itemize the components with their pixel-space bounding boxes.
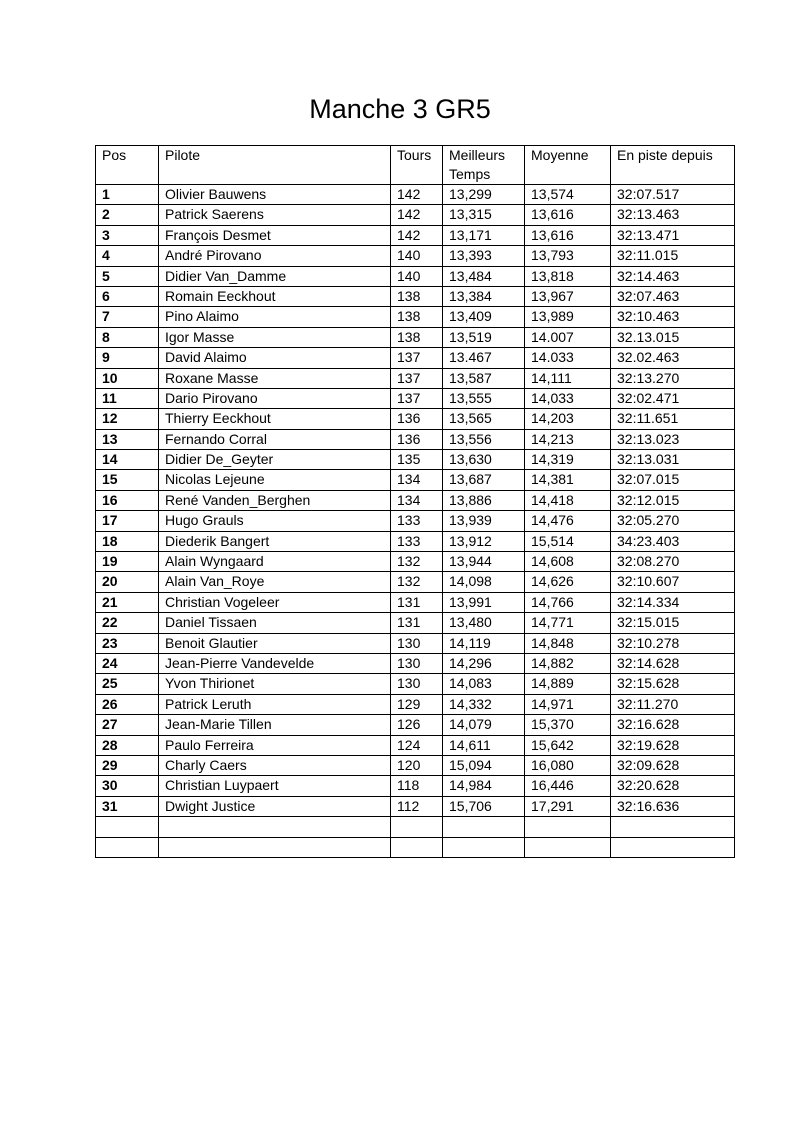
cell-en-piste-depuis: 32:07.463	[611, 286, 735, 306]
cell-pilote: Didier De_Geyter	[159, 450, 391, 470]
cell-pos: 23	[96, 633, 159, 653]
cell-tours: 142	[391, 225, 443, 245]
table-row	[96, 755, 735, 775]
table-header-row	[96, 146, 735, 185]
cell-pos: 10	[96, 368, 159, 388]
cell-meilleurs-temps: 13,299	[443, 185, 525, 205]
table-row	[96, 837, 735, 857]
cell-moyenne: 14,033	[525, 388, 611, 408]
cell-moyenne: 13,818	[525, 266, 611, 286]
table-row	[96, 185, 735, 205]
header-pos: Pos	[96, 146, 159, 185]
cell-meilleurs-temps: 13,886	[443, 490, 525, 510]
cell-meilleurs-temps	[443, 837, 525, 857]
header-en-piste-depuis: En piste depuis	[611, 146, 735, 185]
cell-en-piste-depuis: 32:13.471	[611, 225, 735, 245]
cell-moyenne: 14.033	[525, 348, 611, 368]
cell-pos: 29	[96, 755, 159, 775]
table-row	[96, 511, 735, 531]
table-row	[96, 225, 735, 245]
cell-en-piste-depuis: 32:13.270	[611, 368, 735, 388]
cell-en-piste-depuis: 32:13.031	[611, 450, 735, 470]
cell-pilote: Daniel Tissaen	[159, 613, 391, 633]
table-row	[96, 348, 735, 368]
cell-meilleurs-temps	[443, 817, 525, 837]
cell-moyenne: 13,616	[525, 225, 611, 245]
cell-pos: 17	[96, 511, 159, 531]
cell-pilote	[159, 837, 391, 857]
cell-moyenne: 14,889	[525, 674, 611, 694]
cell-moyenne: 14,771	[525, 613, 611, 633]
cell-moyenne: 14,418	[525, 490, 611, 510]
cell-pos: 8	[96, 327, 159, 347]
cell-meilleurs-temps: 14,296	[443, 653, 525, 673]
cell-moyenne: 14,848	[525, 633, 611, 653]
cell-moyenne: 14,319	[525, 450, 611, 470]
table-row	[96, 715, 735, 735]
cell-tours: 130	[391, 633, 443, 653]
cell-pilote: Paulo Ferreira	[159, 735, 391, 755]
cell-meilleurs-temps: 13,315	[443, 205, 525, 225]
cell-en-piste-depuis: 32:16.636	[611, 796, 735, 816]
cell-moyenne: 14,381	[525, 470, 611, 490]
cell-moyenne: 13,616	[525, 205, 611, 225]
table-row	[96, 470, 735, 490]
cell-meilleurs-temps: 13,556	[443, 429, 525, 449]
table-row	[96, 735, 735, 755]
cell-meilleurs-temps: 13,630	[443, 450, 525, 470]
table-row	[96, 817, 735, 837]
table-row	[96, 674, 735, 694]
cell-tours: 137	[391, 388, 443, 408]
cell-moyenne: 14.007	[525, 327, 611, 347]
cell-meilleurs-temps: 13,384	[443, 286, 525, 306]
cell-pilote: Hugo Grauls	[159, 511, 391, 531]
cell-meilleurs-temps: 14,984	[443, 776, 525, 796]
cell-moyenne: 14,213	[525, 429, 611, 449]
cell-tours: 137	[391, 368, 443, 388]
cell-pos	[96, 837, 159, 857]
cell-meilleurs-temps: 14,332	[443, 694, 525, 714]
cell-moyenne: 17,291	[525, 796, 611, 816]
header-moyenne: Moyenne	[525, 146, 611, 185]
cell-pilote: Jean-Marie Tillen	[159, 715, 391, 735]
cell-moyenne: 14,882	[525, 653, 611, 673]
cell-pilote: Patrick Leruth	[159, 694, 391, 714]
cell-meilleurs-temps: 13,171	[443, 225, 525, 245]
table-row	[96, 205, 735, 225]
cell-pilote: Fernando Corral	[159, 429, 391, 449]
page-title: Manche 3 GR5	[309, 94, 491, 124]
cell-tours: 142	[391, 205, 443, 225]
cell-en-piste-depuis: 32:19.628	[611, 735, 735, 755]
cell-pos: 27	[96, 715, 159, 735]
cell-meilleurs-temps: 14,079	[443, 715, 525, 735]
cell-meilleurs-temps: 13,687	[443, 470, 525, 490]
cell-pilote: Christian Vogeleer	[159, 592, 391, 612]
cell-pos: 14	[96, 450, 159, 470]
cell-moyenne	[525, 817, 611, 837]
cell-en-piste-depuis: 32:02.471	[611, 388, 735, 408]
cell-en-piste-depuis: 32:14.334	[611, 592, 735, 612]
cell-moyenne: 13,967	[525, 286, 611, 306]
cell-en-piste-depuis: 32:15.628	[611, 674, 735, 694]
cell-meilleurs-temps: 13,519	[443, 327, 525, 347]
cell-pos: 21	[96, 592, 159, 612]
table-row	[96, 266, 735, 286]
cell-en-piste-depuis: 32:14.628	[611, 653, 735, 673]
cell-tours: 133	[391, 531, 443, 551]
cell-pilote: Olivier Bauwens	[159, 185, 391, 205]
cell-en-piste-depuis: 34:23.403	[611, 531, 735, 551]
cell-en-piste-depuis: 32:11.015	[611, 246, 735, 266]
cell-meilleurs-temps: 14,098	[443, 572, 525, 592]
cell-pos: 5	[96, 266, 159, 286]
cell-pilote: Diederik Bangert	[159, 531, 391, 551]
cell-en-piste-depuis: 32:20.628	[611, 776, 735, 796]
cell-en-piste-depuis	[611, 837, 735, 857]
table-row	[96, 388, 735, 408]
cell-en-piste-depuis: 32:15.015	[611, 613, 735, 633]
cell-en-piste-depuis: 32.02.463	[611, 348, 735, 368]
cell-meilleurs-temps: 13,409	[443, 307, 525, 327]
cell-en-piste-depuis: 32:14.463	[611, 266, 735, 286]
cell-meilleurs-temps: 13,939	[443, 511, 525, 531]
cell-tours: 138	[391, 307, 443, 327]
cell-en-piste-depuis: 32:05.270	[611, 511, 735, 531]
cell-meilleurs-temps: 13,484	[443, 266, 525, 286]
cell-tours: 142	[391, 185, 443, 205]
cell-en-piste-depuis: 32:11.270	[611, 694, 735, 714]
cell-pilote: Yvon Thirionet	[159, 674, 391, 694]
cell-meilleurs-temps: 15,094	[443, 755, 525, 775]
cell-pilote: Romain Eeckhout	[159, 286, 391, 306]
table-row	[96, 694, 735, 714]
cell-meilleurs-temps: 15,706	[443, 796, 525, 816]
cell-meilleurs-temps: 14,119	[443, 633, 525, 653]
cell-pilote: Thierry Eeckhout	[159, 409, 391, 429]
cell-en-piste-depuis: 32:13.023	[611, 429, 735, 449]
cell-pos: 22	[96, 613, 159, 633]
cell-pilote: André Pirovano	[159, 246, 391, 266]
cell-en-piste-depuis: 32:16.628	[611, 715, 735, 735]
cell-pilote: Didier Van_Damme	[159, 266, 391, 286]
cell-tours: 138	[391, 286, 443, 306]
cell-en-piste-depuis: 32:10.607	[611, 572, 735, 592]
table-row	[96, 572, 735, 592]
cell-moyenne: 14,971	[525, 694, 611, 714]
cell-en-piste-depuis: 32:07.517	[611, 185, 735, 205]
cell-pos: 2	[96, 205, 159, 225]
table-row	[96, 776, 735, 796]
table-row	[96, 592, 735, 612]
cell-moyenne: 13,989	[525, 307, 611, 327]
cell-tours: 138	[391, 327, 443, 347]
cell-pilote: Pino Alaimo	[159, 307, 391, 327]
header-pilote: Pilote	[159, 146, 391, 185]
cell-pos	[96, 817, 159, 837]
cell-meilleurs-temps: 13,912	[443, 531, 525, 551]
cell-pilote: Charly Caers	[159, 755, 391, 775]
cell-pos: 6	[96, 286, 159, 306]
cell-pilote: Alain Wyngaard	[159, 552, 391, 572]
cell-pos: 24	[96, 653, 159, 673]
header-meilleurs-temps: Meilleurs Temps	[443, 146, 525, 185]
cell-en-piste-depuis	[611, 817, 735, 837]
cell-en-piste-depuis: 32:07.015	[611, 470, 735, 490]
cell-pos: 18	[96, 531, 159, 551]
table-row	[96, 653, 735, 673]
cell-tours: 136	[391, 409, 443, 429]
cell-tours: 131	[391, 613, 443, 633]
cell-pos: 11	[96, 388, 159, 408]
cell-en-piste-depuis: 32:11.651	[611, 409, 735, 429]
cell-pos: 3	[96, 225, 159, 245]
cell-pilote: Igor Masse	[159, 327, 391, 347]
cell-moyenne: 14,111	[525, 368, 611, 388]
table-row	[96, 796, 735, 816]
cell-meilleurs-temps: 13,393	[443, 246, 525, 266]
cell-pilote: Dwight Justice	[159, 796, 391, 816]
cell-pos: 28	[96, 735, 159, 755]
cell-tours: 132	[391, 552, 443, 572]
cell-pos: 31	[96, 796, 159, 816]
cell-moyenne: 15,642	[525, 735, 611, 755]
cell-tours: 118	[391, 776, 443, 796]
table-row	[96, 490, 735, 510]
cell-pos: 4	[96, 246, 159, 266]
cell-en-piste-depuis: 32:12.015	[611, 490, 735, 510]
cell-tours: 134	[391, 490, 443, 510]
cell-pos: 7	[96, 307, 159, 327]
cell-tours: 130	[391, 674, 443, 694]
cell-pilote: Christian Luypaert	[159, 776, 391, 796]
cell-moyenne: 13,574	[525, 185, 611, 205]
results-body	[96, 185, 735, 858]
cell-pilote: Benoit Glautier	[159, 633, 391, 653]
cell-moyenne: 14,608	[525, 552, 611, 572]
cell-moyenne: 14,203	[525, 409, 611, 429]
cell-tours: 129	[391, 694, 443, 714]
cell-en-piste-depuis: 32:13.463	[611, 205, 735, 225]
cell-meilleurs-temps: 13,480	[443, 613, 525, 633]
cell-pos: 15	[96, 470, 159, 490]
cell-en-piste-depuis: 32.13.015	[611, 327, 735, 347]
cell-moyenne: 15,370	[525, 715, 611, 735]
cell-meilleurs-temps: 13,555	[443, 388, 525, 408]
table-row	[96, 368, 735, 388]
cell-pos: 30	[96, 776, 159, 796]
cell-tours: 134	[391, 470, 443, 490]
cell-tours: 112	[391, 796, 443, 816]
cell-pilote: Alain Van_Roye	[159, 572, 391, 592]
cell-pos: 1	[96, 185, 159, 205]
cell-pilote: René Vanden_Berghen	[159, 490, 391, 510]
table-row	[96, 552, 735, 572]
cell-tours: 124	[391, 735, 443, 755]
cell-pos: 12	[96, 409, 159, 429]
cell-pos: 16	[96, 490, 159, 510]
cell-pilote	[159, 817, 391, 837]
cell-tours: 132	[391, 572, 443, 592]
cell-meilleurs-temps: 13,565	[443, 409, 525, 429]
header-tours: Tours	[391, 146, 443, 185]
cell-tours: 133	[391, 511, 443, 531]
table-row	[96, 327, 735, 347]
cell-moyenne: 15,514	[525, 531, 611, 551]
cell-meilleurs-temps: 13,587	[443, 368, 525, 388]
cell-meilleurs-temps: 13,991	[443, 592, 525, 612]
table-row	[96, 613, 735, 633]
cell-pilote: David Alaimo	[159, 348, 391, 368]
cell-en-piste-depuis: 32:10.463	[611, 307, 735, 327]
cell-meilleurs-temps: 13,944	[443, 552, 525, 572]
cell-moyenne	[525, 837, 611, 857]
cell-tours: 126	[391, 715, 443, 735]
cell-moyenne: 14,476	[525, 511, 611, 531]
cell-pilote: Patrick Saerens	[159, 205, 391, 225]
cell-pos: 9	[96, 348, 159, 368]
table-row	[96, 409, 735, 429]
cell-moyenne: 16,080	[525, 755, 611, 775]
cell-tours	[391, 837, 443, 857]
cell-tours: 137	[391, 348, 443, 368]
cell-meilleurs-temps: 13.467	[443, 348, 525, 368]
table-row	[96, 531, 735, 551]
table-row	[96, 307, 735, 327]
cell-pos: 13	[96, 429, 159, 449]
table-row	[96, 633, 735, 653]
cell-meilleurs-temps: 14,611	[443, 735, 525, 755]
cell-pilote: Dario Pirovano	[159, 388, 391, 408]
cell-pilote: Jean-Pierre Vandevelde	[159, 653, 391, 673]
cell-tours: 130	[391, 653, 443, 673]
cell-pos: 25	[96, 674, 159, 694]
cell-tours: 140	[391, 246, 443, 266]
cell-en-piste-depuis: 32:09.628	[611, 755, 735, 775]
cell-tours: 136	[391, 429, 443, 449]
cell-tours	[391, 817, 443, 837]
cell-en-piste-depuis: 32:08.270	[611, 552, 735, 572]
table-row	[96, 286, 735, 306]
table-row	[96, 246, 735, 266]
cell-meilleurs-temps: 14,083	[443, 674, 525, 694]
cell-en-piste-depuis: 32:10.278	[611, 633, 735, 653]
cell-moyenne: 13,793	[525, 246, 611, 266]
cell-pilote: Nicolas Lejeune	[159, 470, 391, 490]
cell-pos: 19	[96, 552, 159, 572]
cell-tours: 135	[391, 450, 443, 470]
cell-moyenne: 14,626	[525, 572, 611, 592]
results-table	[95, 145, 735, 858]
cell-pos: 20	[96, 572, 159, 592]
cell-tours: 140	[391, 266, 443, 286]
cell-pos: 26	[96, 694, 159, 714]
cell-tours: 120	[391, 755, 443, 775]
table-row	[96, 429, 735, 449]
cell-pilote: François Desmet	[159, 225, 391, 245]
cell-tours: 131	[391, 592, 443, 612]
cell-pilote: Roxane Masse	[159, 368, 391, 388]
cell-moyenne: 14,766	[525, 592, 611, 612]
table-row	[96, 450, 735, 470]
cell-moyenne: 16,446	[525, 776, 611, 796]
